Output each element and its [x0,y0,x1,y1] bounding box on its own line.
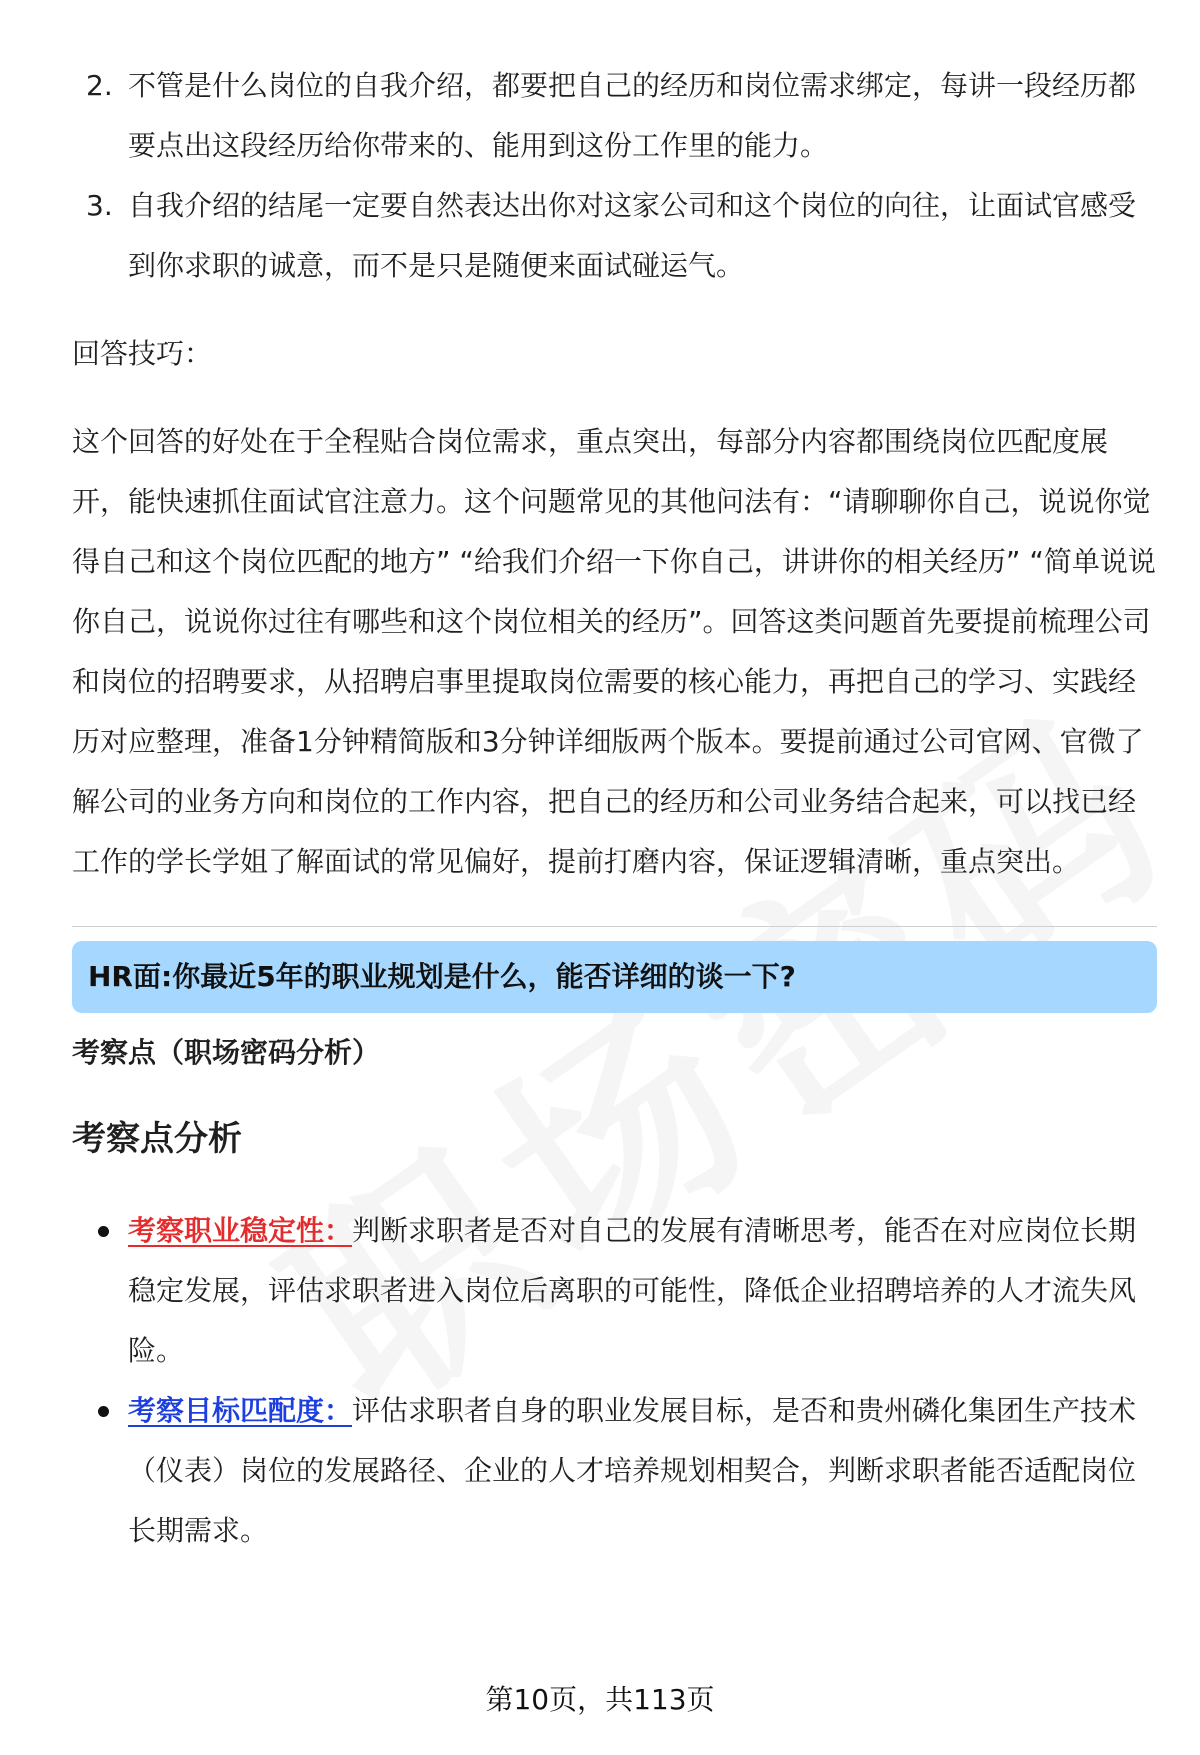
list-item [72,176,1157,296]
bullet-icon [98,1406,109,1417]
list-item [72,1381,1157,1561]
section-divider [72,926,1157,927]
list-number: 2. [86,69,113,102]
list-item-text: 不管是什么岗位的自我介绍，都要把自己的经历和岗位需求绑定，每讲一段经历都要点出这段经历给你带来的、能用到这份工作里的能力。 [128,69,1137,162]
document-page [72,56,1157,1561]
analysis-text: 评估求职者自身的职业发展目标，是否和贵州磷化集团生产技术（仪表）岗位的发展路径、企业的人才培养规划相契合，判断求职者能否适配岗位长期需求。 [128,1394,1137,1547]
tips-label: 回答技巧： [72,337,213,370]
list-item [72,56,1157,176]
analysis-key: 考察目标匹配度： [128,1394,353,1427]
section-label: 考察点（职场密码分析） [72,1036,381,1069]
numbered-list [72,56,1157,296]
analysis-text: 判断求职者是否对自己的发展有清晰思考，能否在对应岗位长期稳定发展，评估求职者进入岗位后离职的可能性，降低企业招聘培养的人才流失风险。 [128,1214,1137,1367]
list-item [72,1201,1157,1381]
bullet-icon [98,1226,109,1237]
analysis-key: 考察职业稳定性： [128,1214,353,1247]
list-item-text: 自我介绍的结尾一定要自然表达出你对这家公司和这个岗位的向往，让面试官感受到你求职的诚意，而不是只是随便来面试碰运气。 [128,189,1137,282]
analysis-list [72,1201,1157,1561]
question-callout: HR面:你最近5年的职业规划是什么，能否详细的谈一下? [72,941,1157,1013]
tips-body: 这个回答的好处在于全程贴合岗位需求，重点突出，每部分内容都围绕岗位匹配度展开，能快速抓住面试官注意力。这个问题常见的其他问法有：“请聊聊你自己，说说你觉得自己和这个岗位匹配的地方” “给我们介绍一下你自己，讲讲你的相关经历” “简单说说你自己，说说你过往有哪些和这个岗位相关的经历”。回答这类问题首先要提前梳理公司和岗位的招聘要求，从招聘启事里提取岗位需要的核心能力，再把自己的学习、实践经历对应整理，准备1分钟精简版和3分钟详细版两个版本。要提前通过公司官网、官微了解公司的业务方向和岗位的工作内容，把自己的经历和公司业务结合起来，可以找已经工作的学长学姐了解面试的常见偏好，提前打磨内容，保证逻辑清晰，重点突出。 [72,425,1156,878]
page-footer: 第10页，共113页 [485,1683,715,1716]
list-number: 3. [86,189,113,222]
analysis-heading: 考察点分析 [72,1119,242,1159]
